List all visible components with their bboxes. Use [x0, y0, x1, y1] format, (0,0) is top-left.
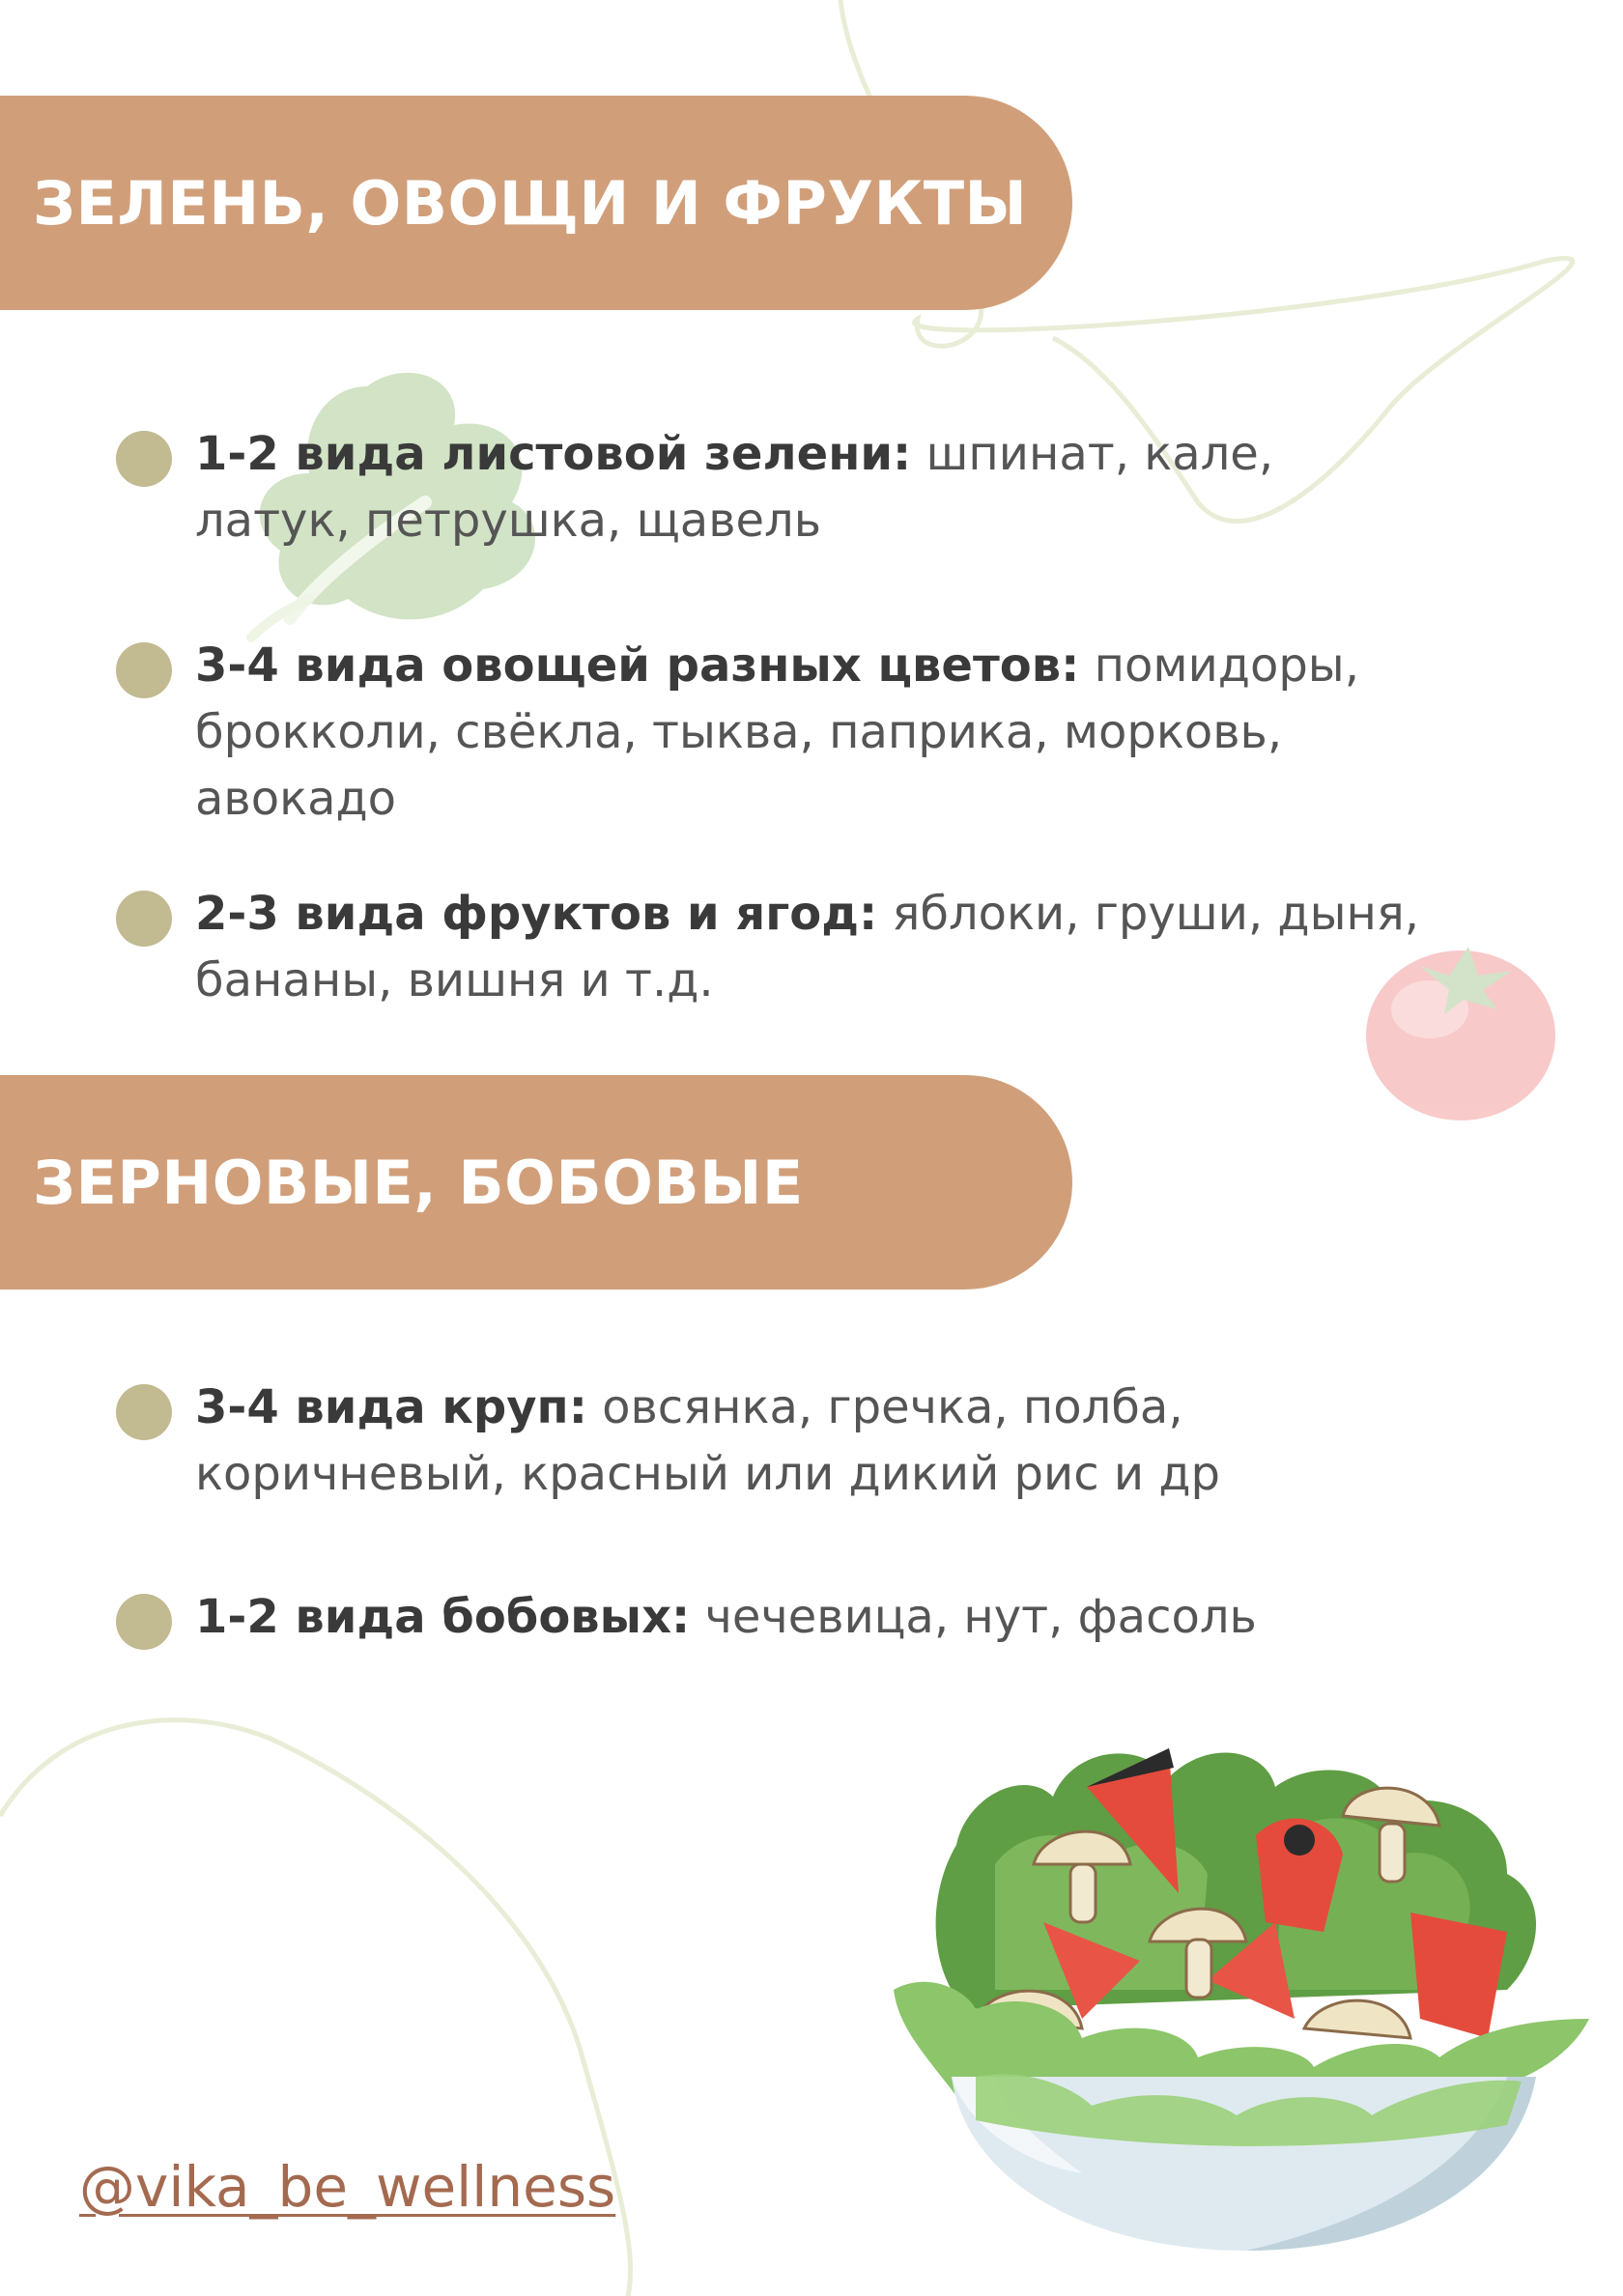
social-handle-link[interactable]: @vika_be_wellness	[79, 2154, 616, 2220]
section-title: ЗЕРНОВЫЕ, БОБОВЫЕ	[33, 1147, 804, 1218]
list-item	[116, 881, 1430, 1014]
list-item-text	[195, 421, 1430, 554]
bullet-dot	[116, 642, 172, 698]
list-item	[116, 1584, 1430, 1651]
section-banner-grains	[0, 1075, 1072, 1290]
list-item-text	[195, 881, 1430, 1014]
section-title: ЗЕЛЕНЬ, ОВОЩИ И ФРУКТЫ	[33, 167, 1028, 239]
item-body: помидоры, брокколи, свёкла, тыква, паприка, морковь, авокадо	[195, 638, 1359, 826]
list-item-text	[195, 1584, 1430, 1651]
bullet-dot	[116, 431, 172, 487]
item-body: яблоки, груши, дыня, бананы, вишня и т.д.	[195, 887, 1420, 1007]
item-body: чечевица, нут, фасоль	[690, 1590, 1257, 1644]
item-body: шпинат, кале, латук, петрушка, щавель	[195, 427, 1274, 548]
item-heading: 1-2 вида листовой зелени:	[195, 427, 912, 481]
salad-bowl-icon	[894, 1748, 1589, 2251]
list-item	[116, 421, 1430, 554]
item-heading: 3-4 вида круп:	[195, 1380, 587, 1434]
bullet-dot	[116, 1384, 172, 1440]
section-banner-greens	[0, 96, 1072, 310]
list-item	[116, 633, 1430, 833]
list-item-text	[195, 1375, 1430, 1508]
item-body: овсянка, гречка, полба, коричневый, красный или дикий рис и др	[195, 1380, 1220, 1501]
item-heading: 2-3 вида фруктов и ягод:	[195, 887, 878, 941]
list-item-text	[195, 633, 1430, 833]
item-heading: 1-2 вида бобовых:	[195, 1590, 691, 1644]
list-item	[116, 1375, 1430, 1508]
bullet-dot	[116, 891, 172, 947]
item-heading: 3-4 вида овощей разных цветов:	[195, 638, 1080, 693]
bullet-dot	[116, 1594, 172, 1650]
